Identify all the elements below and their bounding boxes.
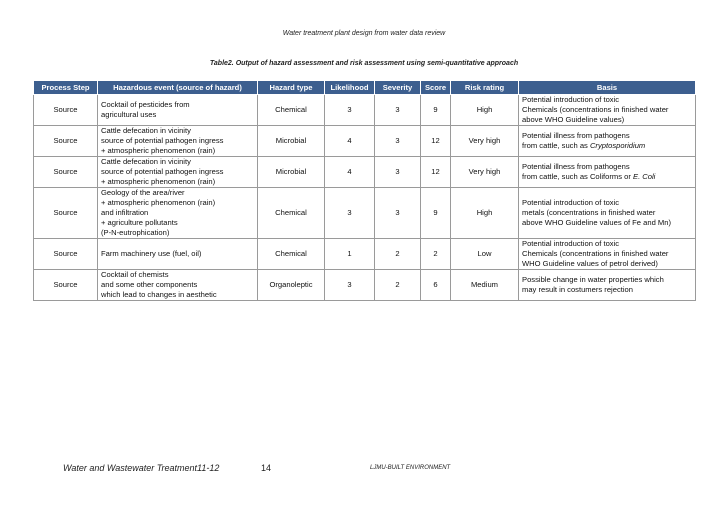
table-row <box>34 95 696 126</box>
cell-line-text: above WHO Guideline values) <box>522 115 625 124</box>
cell-line <box>101 249 254 259</box>
species-name: E. Coli <box>633 172 656 181</box>
cell-likelihood: 3 <box>325 95 375 126</box>
cell-risk-rating: Low <box>451 239 519 270</box>
cell-process-step: Source <box>34 188 98 239</box>
cell-line <box>101 110 254 120</box>
cell-risk-rating: Very high <box>451 126 519 157</box>
table-row <box>34 188 696 239</box>
col-header-score: Score <box>421 81 451 95</box>
cell-line-text: WHO Guideline values of petrol derived) <box>522 259 658 268</box>
table-header-row <box>34 81 696 95</box>
cell-hazard-type: Chemical <box>258 95 325 126</box>
cell-line <box>101 136 254 146</box>
col-header-hazard-type: Hazard type <box>258 81 325 95</box>
cell-hazardous-event <box>98 270 258 301</box>
cell-likelihood: 3 <box>325 188 375 239</box>
cell-line <box>101 280 254 290</box>
cell-line <box>522 259 692 269</box>
cell-score: 9 <box>421 188 451 239</box>
col-header-likelihood: Likelihood <box>325 81 375 95</box>
cell-hazardous-event <box>98 188 258 239</box>
cell-basis <box>519 126 696 157</box>
cell-line-text: from cattle, such as <box>522 141 590 150</box>
cell-line <box>101 218 254 228</box>
cell-line-text: and infiltration <box>101 208 149 217</box>
cell-line-text: source of potential pathogen ingress <box>101 167 224 176</box>
col-header-process-step: Process Step <box>34 81 98 95</box>
cell-line-text: Cattle defecation in vicinity <box>101 126 191 135</box>
cell-line <box>101 126 254 136</box>
cell-process-step: Source <box>34 157 98 188</box>
cell-line <box>522 95 692 105</box>
cell-line <box>522 275 692 285</box>
cell-basis <box>519 157 696 188</box>
cell-severity: 2 <box>375 239 421 270</box>
cell-line-text: Farm machinery use (fuel, oil) <box>101 249 202 258</box>
cell-line <box>101 167 254 177</box>
table-row <box>34 157 696 188</box>
cell-line-text: above WHO Guideline values of Fe and Mn) <box>522 218 671 227</box>
cell-line-text: metals (concentrations in finished water <box>522 208 656 217</box>
cell-line-text: agricultural uses <box>101 110 157 119</box>
cell-line <box>522 239 692 249</box>
cell-line-text: + atmospheric phenomenon (rain) <box>101 177 216 186</box>
cell-line <box>522 249 692 259</box>
cell-hazardous-event <box>98 239 258 270</box>
cell-line-text: source of potential pathogen ingress <box>101 136 224 145</box>
cell-likelihood: 4 <box>325 126 375 157</box>
cell-risk-rating: Medium <box>451 270 519 301</box>
cell-line-text: and some other components <box>101 280 198 289</box>
cell-line-text: from cattle, such as Coliforms or <box>522 172 633 181</box>
cell-hazard-type: Microbial <box>258 157 325 188</box>
cell-score: 12 <box>421 126 451 157</box>
cell-basis <box>519 95 696 126</box>
cell-score: 2 <box>421 239 451 270</box>
col-header-hazardous-event: Hazardous event (source of hazard) <box>98 81 258 95</box>
cell-score: 6 <box>421 270 451 301</box>
cell-line-text: Geology of the area/river <box>101 188 185 197</box>
page-header: Water treatment plant design from water data review <box>282 30 446 37</box>
table-caption: Table2. Output of hazard assessment and risk assessment using semi-quantitative approach <box>209 60 519 67</box>
cell-score: 12 <box>421 157 451 188</box>
cell-basis <box>519 188 696 239</box>
cell-line <box>522 115 692 125</box>
cell-line-text: Possible change in water properties which <box>522 275 664 284</box>
cell-likelihood: 3 <box>325 270 375 301</box>
cell-basis <box>519 239 696 270</box>
cell-line <box>101 177 254 187</box>
cell-hazardous-event <box>98 126 258 157</box>
table-row <box>34 126 696 157</box>
cell-process-step: Source <box>34 126 98 157</box>
table-row <box>34 270 696 301</box>
cell-likelihood: 1 <box>325 239 375 270</box>
cell-line-text: + atmospheric phenomenon (rain) <box>101 198 216 207</box>
table-row <box>34 239 696 270</box>
cell-line <box>522 208 692 218</box>
cell-line-text: Potential introduction of toxic <box>522 239 620 248</box>
cell-line <box>522 105 692 115</box>
cell-line-text: + atmospheric phenomenon (rain) <box>101 146 216 155</box>
col-header-risk-rating: Risk rating <box>451 81 519 95</box>
cell-line-text: Potential introduction of toxic <box>522 198 620 207</box>
cell-hazard-type: Chemical <box>258 239 325 270</box>
cell-severity: 3 <box>375 157 421 188</box>
cell-hazard-type: Organoleptic <box>258 270 325 301</box>
cell-line-text: Potential introduction of toxic <box>522 95 620 104</box>
cell-hazard-type: Microbial <box>258 126 325 157</box>
cell-line <box>522 218 692 228</box>
cell-severity: 3 <box>375 95 421 126</box>
cell-line <box>101 270 254 280</box>
cell-process-step: Source <box>34 95 98 126</box>
hazard-table <box>33 80 696 301</box>
cell-line <box>101 198 254 208</box>
cell-line-text: Cattle defecation in vicinity <box>101 157 191 166</box>
cell-severity: 3 <box>375 126 421 157</box>
cell-hazardous-event <box>98 157 258 188</box>
cell-line <box>522 285 692 295</box>
species-name: Cryptosporidium <box>589 141 646 150</box>
cell-line <box>101 228 254 238</box>
footer-institution: LJMU-BUILT ENVIRONMENT <box>370 465 451 471</box>
cell-line-text: Potential illness from pathogens <box>522 131 630 140</box>
cell-line-text: Chemicals (concentrations in finished water <box>522 105 669 114</box>
col-header-severity: Severity <box>375 81 421 95</box>
cell-line <box>101 208 254 218</box>
cell-risk-rating: High <box>451 188 519 239</box>
cell-process-step: Source <box>34 270 98 301</box>
cell-line <box>101 146 254 156</box>
cell-likelihood: 4 <box>325 157 375 188</box>
cell-line-text: + agriculture pollutants <box>101 218 178 227</box>
cell-hazard-type: Chemical <box>258 188 325 239</box>
cell-line <box>101 100 254 110</box>
cell-basis <box>519 270 696 301</box>
cell-severity: 3 <box>375 188 421 239</box>
cell-process-step: Source <box>34 239 98 270</box>
cell-line-text: may result in costumers rejection <box>522 285 633 294</box>
cell-risk-rating: High <box>451 95 519 126</box>
cell-line <box>101 290 254 300</box>
cell-severity: 2 <box>375 270 421 301</box>
cell-line <box>101 157 254 167</box>
cell-line-text: Cocktail of chemists <box>101 270 169 279</box>
cell-line <box>522 198 692 208</box>
cell-line <box>522 172 692 182</box>
cell-line-text: Cocktail of pesticides from <box>101 100 190 109</box>
col-header-basis: Basis <box>519 81 696 95</box>
cell-score: 9 <box>421 95 451 126</box>
cell-line-text: Chemicals (concentrations in finished water <box>522 249 669 258</box>
cell-line <box>522 131 692 141</box>
footer-course: Water and Wastewater Treatment11-12 <box>63 463 220 473</box>
cell-line <box>522 141 692 151</box>
cell-line <box>522 162 692 172</box>
cell-line-text: (P-N-eutrophication) <box>101 228 170 237</box>
cell-line <box>101 188 254 198</box>
cell-hazardous-event <box>98 95 258 126</box>
cell-line-text: Potential illness from pathogens <box>522 162 630 171</box>
footer-page-number: 14 <box>261 463 272 473</box>
cell-line-text: which lead to changes in aesthetic <box>101 290 217 299</box>
cell-risk-rating: Very high <box>451 157 519 188</box>
